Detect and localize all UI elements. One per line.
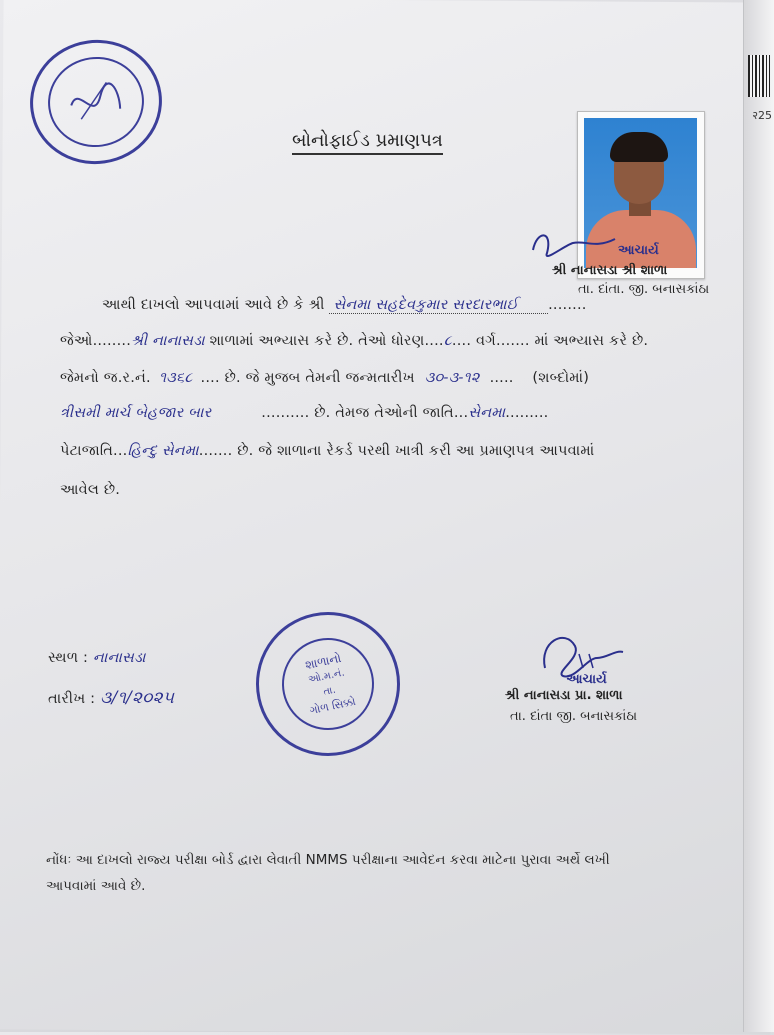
student-name: સેનમા સહદેવકુમાર સરદારભાઈ (329, 297, 548, 314)
birth-date: ૩૦-૩-૧૨ (424, 370, 480, 386)
school-name: શ્રી નાનાસડા (131, 333, 205, 349)
principal-role-bottom: આચાર્ય (566, 672, 607, 687)
stamp-line-2: ઓ.મ.નં. (307, 667, 346, 686)
barcode-icon (748, 55, 770, 97)
place-value: નાનાસડા (92, 650, 146, 666)
body-line-1: આથી દાખલો આપવામાં આવે છે કે શ્રી સેનમા સહદેવકુમાર સરદારભાઈ ........ (102, 297, 587, 313)
note-line-2: આપવામાં આવે છે. (46, 878, 146, 894)
principal-address-top: તા. દાંતા. જી. બનાસકાંઠા (578, 282, 710, 297)
body-line-6: આવેલ છે. (60, 482, 121, 498)
principal-school-top: શ્રી નાનાસડા શ્રી શાળા (552, 263, 668, 278)
body-line-5: પેટાજાતિ...હિન્દુ સેનમા....... છે. જે શાળાના રેકર્ડ પરથી ખાત્રી કરી આ પ્રમાણપત્ર આપવામાં (60, 443, 595, 459)
document-title: બોનોફાઈડ પ્રમાણપત્ર (292, 130, 443, 155)
standard-value: ૮ (443, 333, 452, 349)
gr-number: ૧૩૬૮ (158, 370, 193, 386)
principal-school-bottom: શ્રી નાનાસડા પ્રા. શાળા (505, 688, 623, 703)
principal-role-top: આચાર્ય (618, 243, 659, 258)
subcaste-value: હિન્દુ સેનમા (127, 443, 199, 459)
underlying-document-edge (743, 0, 774, 1032)
stamp-line-4: ગોળ સિક્કો (308, 694, 357, 718)
body-line-2: જેઓ........શ્રી નાનાસડા શાળામાં અભ્યાસ કરે છે. તેઓ ધોરણ....૮.... વર્ગ....... માં અભ્યાસ કરે છે. (60, 333, 649, 349)
birth-date-words: ત્રીસમી માર્ચ બેહજાર બાર (60, 405, 212, 421)
body-line-3: જેમનો જ.ર.નં. ૧૩૬૮ .... છે. જે મુજબ તેમની જન્મતારીખ ૩૦-૩-૧૨ ..... (શબ્દોમાં) (60, 370, 590, 386)
principal-address-bottom: તા. દાંતા જી. બનાસકાંઠા (510, 709, 638, 724)
date-value: ૩/૧/૨૦૨૫ (100, 688, 175, 708)
date-row: તારીખ : ૩/૧/૨૦૨૫ (48, 688, 175, 708)
place-row: સ્થળ : નાનાસડા (48, 650, 146, 666)
edge-text: २25 (752, 109, 772, 122)
stamp-scribble-icon (57, 67, 135, 136)
principal-signature-top (525, 225, 625, 265)
stamp-line-1: શાળાનો (303, 650, 343, 673)
body-line-4: ત્રીસમી માર્ચ બેહજાર બાર .......... છે. તેમજ તેઓની જાતિ...સેનમા......... (60, 405, 549, 421)
note-line-1: નોંધઃ આ દાખલો રાજ્ય પરીક્ષા બોર્ડ દ્વારા લેવાતી NMMS પરીક્ષાના આવેદન કરવા માટેના પુરાવા અર્થે લખી (46, 852, 610, 868)
caste-value: સેનમા (468, 405, 506, 421)
stamp-line-3: તા. (322, 684, 337, 698)
